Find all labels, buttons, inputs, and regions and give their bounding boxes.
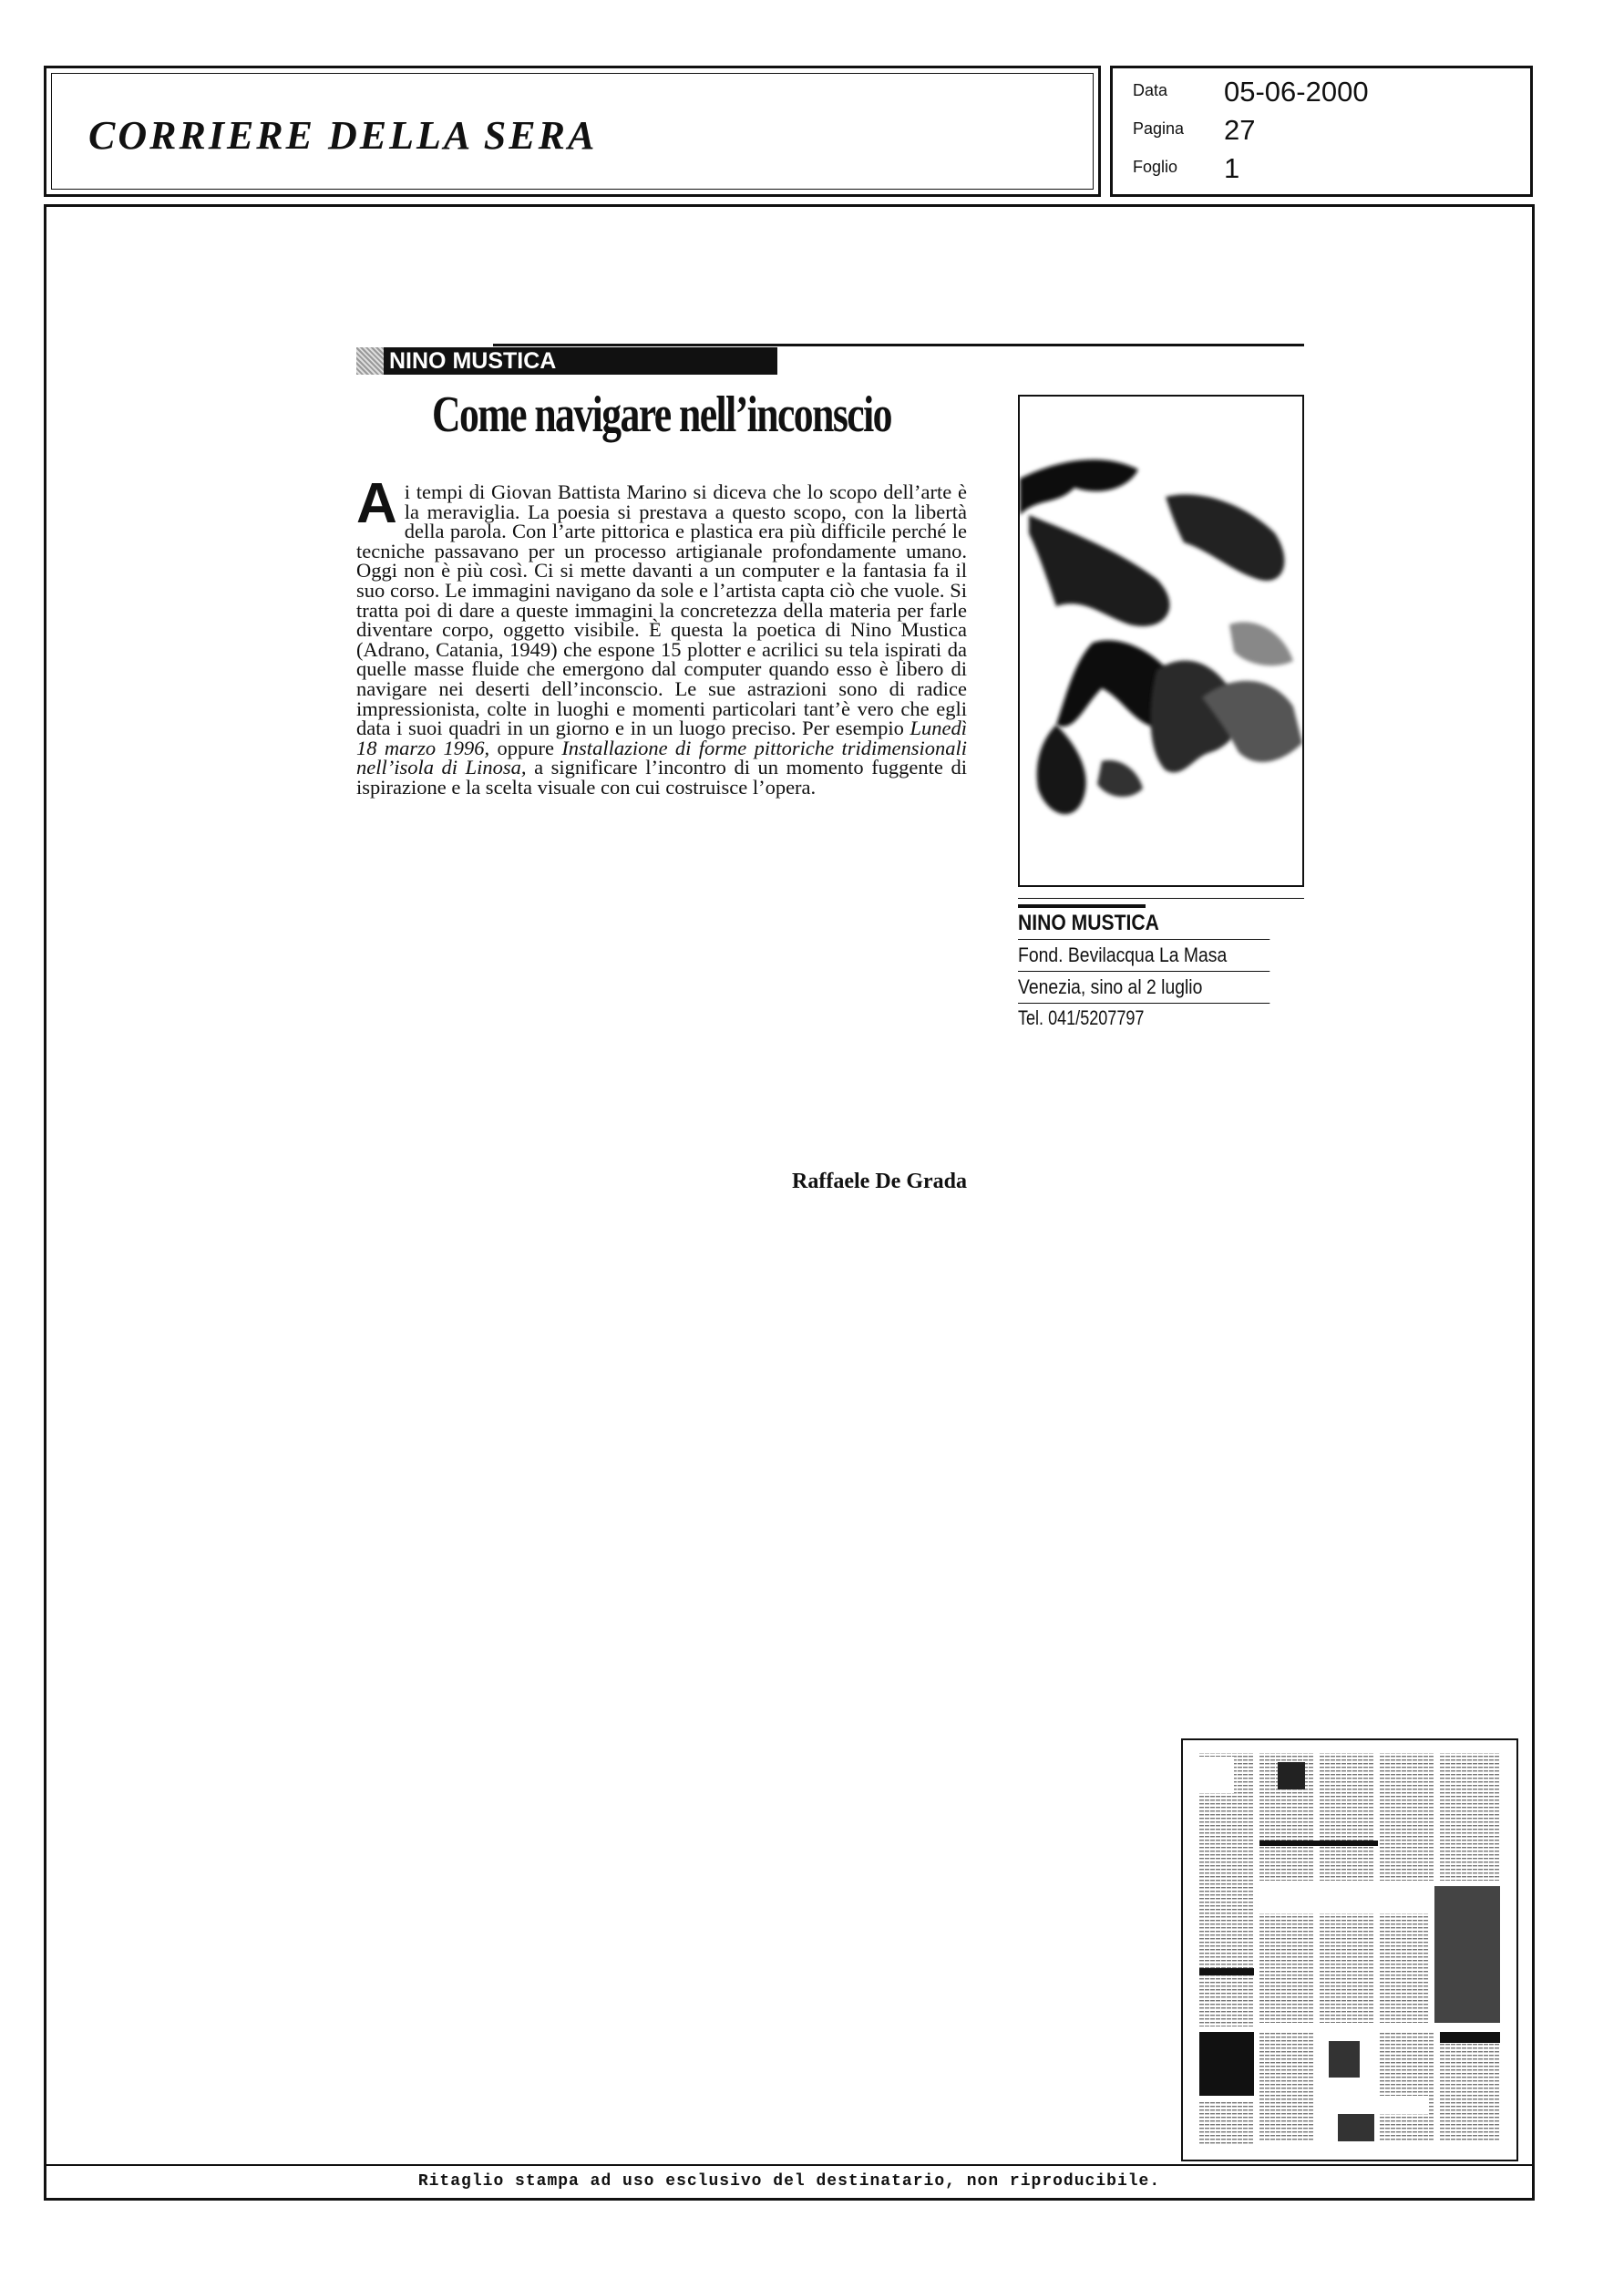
date-value: 05-06-2000 bbox=[1224, 76, 1369, 108]
kicker-shading bbox=[356, 347, 384, 375]
masthead-box bbox=[44, 66, 1101, 197]
newspaper-page-thumbnail-image bbox=[1183, 1740, 1516, 2160]
sheet-value: 1 bbox=[1224, 152, 1240, 184]
article bbox=[356, 344, 1304, 1255]
artwork-photo bbox=[1018, 395, 1304, 887]
article-body bbox=[356, 472, 967, 799]
body-italic-title2: Installazione di forme pittoriche tridimensionali nell’isola di Linosa, bbox=[356, 736, 967, 779]
info-artist-name: NINO MUSTICA bbox=[1018, 908, 1269, 940]
drop-cap: A bbox=[356, 472, 397, 535]
body-text-part2: oppure bbox=[489, 736, 562, 759]
article-byline: Raffaele De Grada bbox=[792, 1170, 967, 1193]
info-top-rule bbox=[1018, 898, 1304, 899]
article-headline: Come navigare nell’inconscio bbox=[432, 387, 891, 443]
clipping-frame bbox=[44, 204, 1535, 2201]
footer-rule bbox=[46, 2164, 1532, 2166]
clipping-metadata-box bbox=[1110, 66, 1533, 197]
body-text-part1: i tempi di Giovan Battista Marino si diceva che lo scopo dell’arte è la meraviglia. La poesia si prestava a questo scopo, con la libertà della parola. Con l’arte pittorica e plastica era più difficile perché le tecniche passavano per un processo artigianale profondamente umano. Oggi non è più così. Ci si mette davanti a un computer e la fantasia fa il suo corso. Le immagini navigano da sole e l’artista capta ciò che vuole. Si tratta poi di dare a queste immagini la concretezza della materia per farle diventare corpo, oggetto visibile. È questa la poetica di Nino Mustica (Adrano, Catania, 1949) che espone 15 plotter e acrilici su tela ispirati da quelle masse fluide che emergono dal computer quando esso è libero di navigare nei deserti dell’inconscio. Le sue astrazioni sono di radice impressionista, colte in luoghi e momenti particolari tant’è vero che egli data i suoi quadri in un giorno e in un luogo preciso. Per esempio bbox=[356, 480, 967, 740]
info-dates: Venezia, sino al 2 luglio bbox=[1018, 972, 1269, 1004]
newspaper-masthead: CORRIERE DELLA SERA bbox=[88, 113, 598, 158]
article-kicker: NINO MUSTICA bbox=[384, 347, 777, 375]
page-label: Pagina bbox=[1133, 119, 1185, 138]
date-label: Data bbox=[1133, 81, 1168, 99]
body-text-part3: a significare l’incontro di un momento fuggente di ispirazione e la scelta visuale con cui costruisce l’opera. bbox=[356, 756, 967, 799]
top-rule bbox=[493, 344, 1304, 346]
page-value: 27 bbox=[1224, 114, 1256, 146]
body-italic-title1: Lunedì 18 marzo 1996, bbox=[356, 717, 967, 759]
exhibition-info-box bbox=[1018, 898, 1304, 1033]
abstract-artwork-image bbox=[1020, 397, 1302, 885]
sheet-label: Foglio bbox=[1133, 158, 1178, 176]
info-venue: Fond. Bevilacqua La Masa bbox=[1018, 940, 1269, 972]
footer-notice: Ritaglio stampa ad uso esclusivo del destinatario, non riproducibile. bbox=[417, 2172, 1161, 2191]
document-header bbox=[44, 66, 1533, 201]
page-thumbnail bbox=[1181, 1738, 1518, 2161]
info-phone: Tel. 041/5207797 bbox=[1018, 1006, 1145, 1029]
